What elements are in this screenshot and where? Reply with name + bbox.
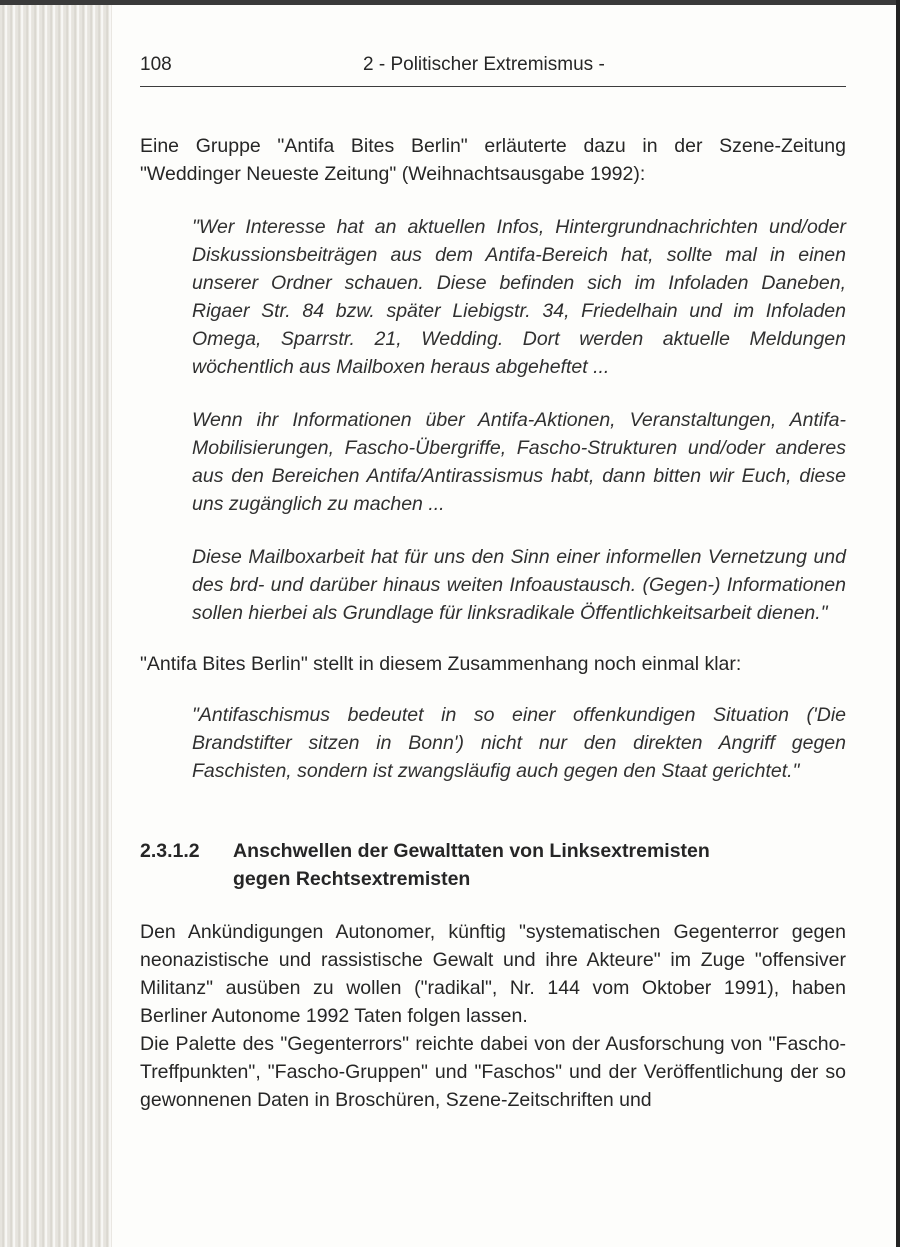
section-title-line-1: Anschwellen der Gewalttaten von Linksextremisten bbox=[233, 840, 710, 862]
page-body bbox=[140, 132, 846, 1114]
page-header bbox=[140, 50, 846, 87]
statement-paragraph: "Antifa Bites Berlin" stellt in diesem Zusammenhang noch einmal klar: bbox=[140, 653, 742, 675]
page-number: 108 bbox=[140, 54, 172, 75]
section-number: 2.3.1.2 bbox=[140, 840, 200, 862]
running-title: 2 - Politischer Extremismus - bbox=[363, 54, 605, 75]
quote-paragraph-1: "Wer Interesse hat an aktuellen Infos, Hintergrundnachrichten und/oder Diskussionsbeiträgen aus dem Antifa-Bereich hat, sollte mal in einen unserer Ordner schauen. Diese befinden sich im Infoladen Daneben, Rigaer Str. 84 bzw. später Liebigstr. 34, Friedelhain und im Infoladen Omega, Sparrstr. 21, Wedding. Dort werden aktuelle Meldungen wöchentlich aus Mailboxen heraus abgeheftet ... bbox=[192, 216, 846, 378]
section-title bbox=[233, 837, 710, 893]
quote-paragraph-4: "Antifaschismus bedeutet in so einer offenkundigen Situation ('Die Brandstifter sitzen in Bonn') nicht nur den direkten Angriff gegen Faschisten, sondern ist zwangsläufig auch gegen den Staat gerichtet." bbox=[192, 704, 846, 782]
page-binding-edge bbox=[0, 0, 112, 1247]
quote-paragraph-3: Diese Mailboxarbeit hat für uns den Sinn einer informellen Vernetzung und des brd- und darüber hinaus weiten Infoaustausch. (Gegen-) Informationen sollen hierbei als Grundlage für linksradikale Öffentlichkeitsarbeit dienen." bbox=[192, 546, 846, 624]
intro-paragraph: Eine Gruppe "Antifa Bites Berlin" erläuterte dazu in der Szene-Zeitung "Weddinger Neueste Zeitung" (Weihnachtsausgabe 1992): bbox=[140, 135, 846, 185]
section-title-line-2: gegen Rechtsextremisten bbox=[233, 868, 471, 890]
quote-paragraph-2: Wenn ihr Informationen über Antifa-Aktionen, Veranstaltungen, Antifa-Mobilisierungen, Fascho-Übergriffe, Fascho-Strukturen und/oder anderes aus den Bereichen Antifa/Antirassismus habt, dann bitten wir Euch, diese uns zugänglich zu machen ... bbox=[192, 409, 846, 515]
body-paragraph-1: Den Ankündigungen Autonomer, künftig "systematischen Gegenterror gegen neonazistische und rassistische Gewalt und ihre Akteure" im Zuge "offensiver Militanz" ausüben zu wollen ("radikal", Nr. 144 vom Oktober 1991), haben Berliner Autonome 1992 Taten folgen lassen. bbox=[140, 921, 846, 1027]
body-paragraph-2: Die Palette des "Gegenterrors" reichte dabei von der Ausforschung von "Fascho-Treffpunkten", "Fascho-Gruppen" und "Faschos" und der Veröffentlichung der so gewonnenen Daten in Broschüren, Szene-Zeitschriften und bbox=[140, 1033, 846, 1111]
scan-right-border bbox=[896, 0, 900, 1247]
section-heading bbox=[140, 837, 846, 893]
